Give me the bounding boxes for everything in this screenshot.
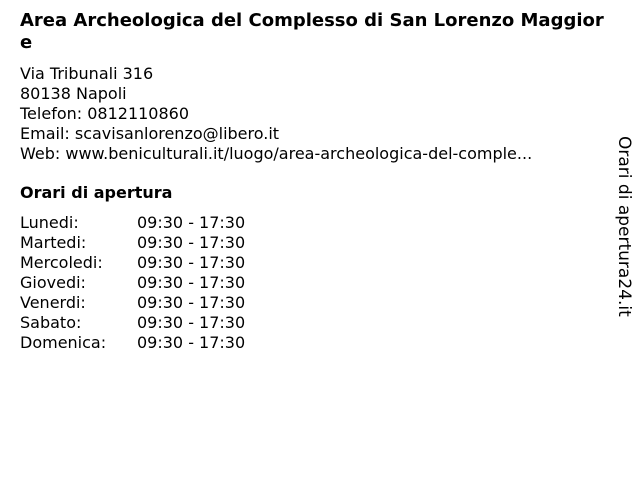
- day-label: Lunedi:: [20, 213, 79, 232]
- day-label: Martedi:: [20, 233, 87, 252]
- address-block: [20, 64, 600, 164]
- hours-row-wednesday: [20, 253, 245, 273]
- site-watermark: Orari di apertura24.it: [614, 136, 634, 317]
- day-label: Venerdi:: [20, 293, 86, 312]
- day-label: Domenica:: [20, 333, 107, 352]
- day-label: Giovedi:: [20, 273, 86, 292]
- hours-row-friday: [20, 293, 245, 313]
- venue-title: Area Archeologica del Complesso di San Lorenzo Maggiore: [20, 10, 604, 53]
- hours-row-saturday: [20, 313, 245, 333]
- time-range: 09:30 - 17:30: [137, 293, 246, 312]
- website-line: Web: www.beniculturali.it/luogo/area-archeologica-del-comple...: [20, 144, 533, 163]
- email-line: Email: scavisanlorenzo@libero.it: [20, 124, 280, 143]
- time-range: 09:30 - 17:30: [137, 273, 246, 292]
- time-range: 09:30 - 17:30: [137, 313, 246, 332]
- time-range: 09:30 - 17:30: [137, 213, 246, 232]
- hours-row-sunday: [20, 333, 245, 353]
- opening-hours-table: [20, 213, 245, 353]
- day-label: Mercoledi:: [20, 253, 103, 272]
- time-range: 09:30 - 17:30: [137, 233, 246, 252]
- time-range: 09:30 - 17:30: [137, 253, 246, 272]
- street-address: Via Tribunali 316: [20, 64, 154, 83]
- phone-line: Telefon: 0812110860: [20, 104, 190, 123]
- hours-row-monday: [20, 213, 245, 233]
- hours-row-thursday: [20, 273, 245, 293]
- hours-row-tuesday: [20, 233, 245, 253]
- day-label: Sabato:: [20, 313, 82, 332]
- time-range: 09:30 - 17:30: [137, 333, 246, 352]
- opening-hours-heading: Orari di apertura: [20, 183, 173, 202]
- city-postcode: 80138 Napoli: [20, 84, 127, 103]
